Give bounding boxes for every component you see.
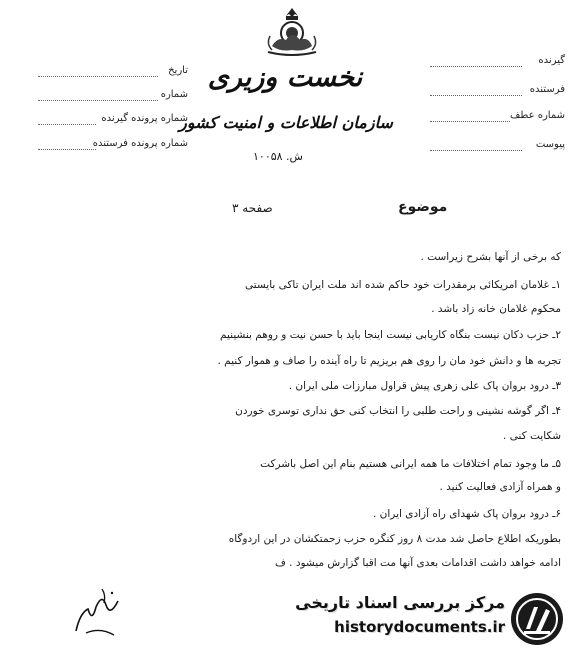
watermark-title: مرکز بررسی اسناد تاریخی — [295, 593, 505, 612]
reference-field-label: شماره عطف — [510, 110, 565, 121]
date-field-line — [38, 76, 158, 77]
body-line: ۵ـ ما وجود تمام اختلافات ما همه ایرانی هستیم بنام این اصل باشرکت — [260, 458, 561, 470]
body-line: ادامه خواهد داشت اقدامات بعدی آنها مت اقبا گزارش میشود . ف — [274, 557, 561, 569]
sender-field-label: فرستنده — [529, 84, 565, 95]
archive-logo-icon — [508, 591, 566, 647]
attachment-field-label: پیوست — [535, 139, 565, 150]
attachment-field-line — [430, 150, 522, 151]
number-field-line — [38, 100, 158, 101]
recipient-file-field-line — [38, 124, 96, 125]
reference-number: ش. ۱۰۰۵۸ — [253, 150, 303, 163]
body-line: ۴ـ اگر گوشه نشینی و راحت طلبی را انتخاب کنی حق نداری توسری خوردن — [235, 405, 561, 417]
sender-file-field-label: شماره پرونده فرستنده — [92, 138, 188, 149]
handwritten-signature — [66, 583, 136, 639]
number-field-label: شماره — [160, 89, 188, 100]
body-line: و همراه آزادی فعالیت کنید . — [439, 481, 561, 493]
body-line: بطوریکه اطلاع حاصل شد مدت ۸ روز کنگره حزب زحمتکشان در این اردوگاه — [228, 533, 561, 545]
sender-file-field-line — [38, 149, 96, 150]
date-field-label: تاریخ — [168, 65, 188, 76]
lion-and-sun-emblem-icon — [264, 6, 320, 58]
recipient-field-line — [430, 66, 522, 67]
recipient-file-field-label: شماره پرونده گیرنده — [101, 113, 188, 124]
body-line: محکوم غلامان خانه زاد باشد . — [431, 303, 561, 315]
body-line: شکایت کنی . — [503, 430, 561, 442]
subject-label: موضوع — [398, 199, 448, 215]
page-number: صفحه ۳ — [232, 201, 273, 215]
organization-name: سازمان اطلاعات و امنیت کشور — [179, 113, 393, 132]
body-line: ۶ـ درود بروان پاک شهدای راه آزادی ایران . — [372, 508, 561, 520]
sender-field-line — [430, 95, 522, 96]
document-title: نخست وزیری — [207, 62, 363, 93]
body-line: ۱ـ غلامان امریکائی برمقدرات خود حاکم شده اند ملت ایران تاکی بایستی — [245, 279, 561, 291]
recipient-field-label: گیرنده — [538, 55, 565, 66]
watermark — [280, 585, 571, 655]
body-line: ۳ـ درود بروان پاک علی زهری پیش قراول مبارزات ملی ایران . — [288, 380, 561, 392]
body-line: که برخی از آنها بشرح زیراست . — [420, 251, 561, 263]
watermark-url: historydocuments.ir — [334, 618, 505, 636]
reference-field-line — [430, 121, 510, 122]
body-line: ۲ـ حزب دکان نیست بنگاه کاریابی نیست اینجا باید با حسن نیت و روهم بنشینیم — [220, 329, 561, 341]
body-line: تجربه ها و دانش خود مان را روی هم بریزیم تا راه آینده را صاف و هموار کنیم . — [217, 355, 561, 367]
